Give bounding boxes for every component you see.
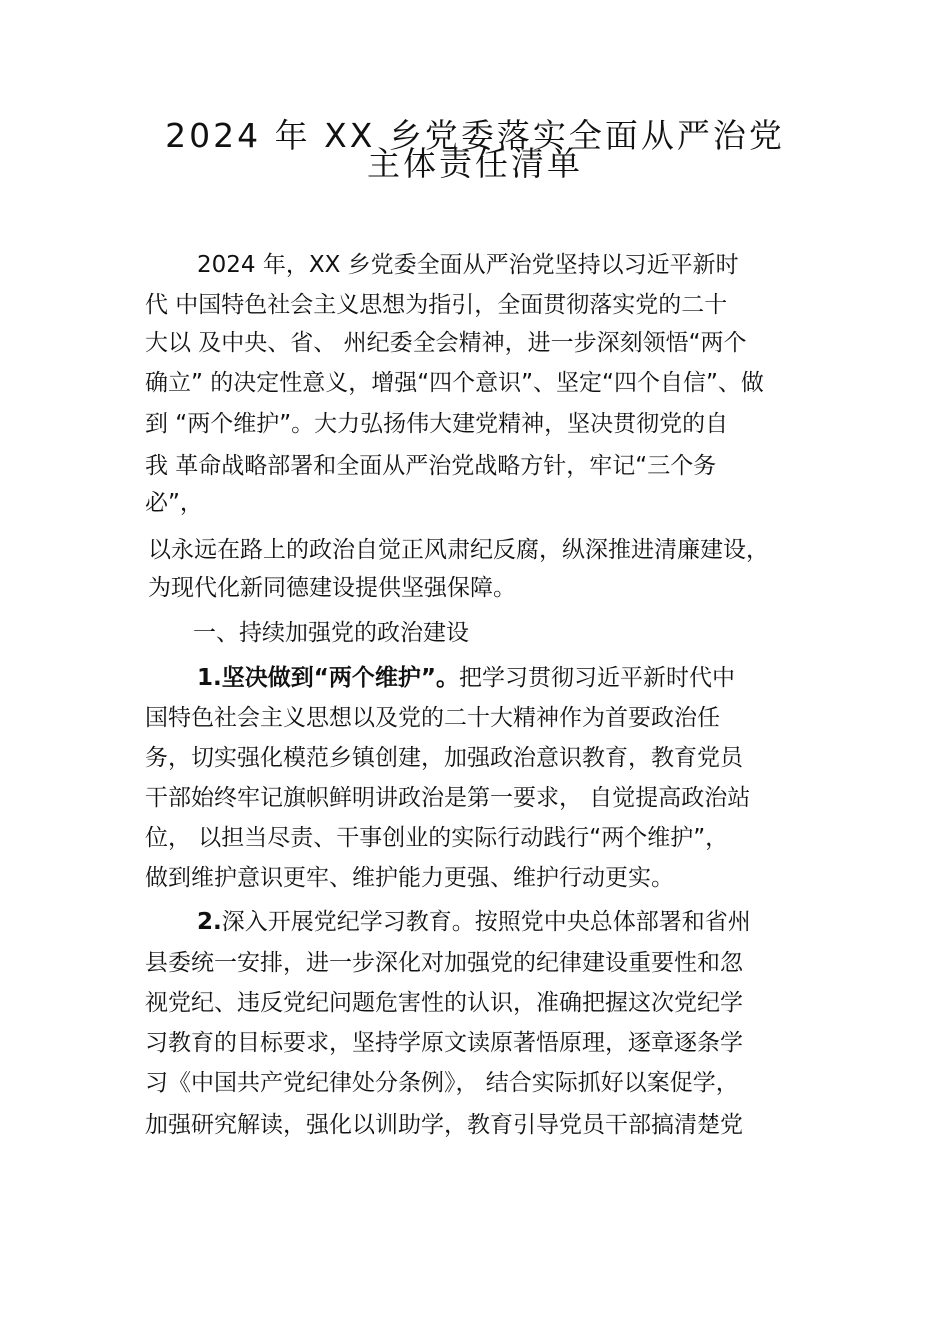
intro-line: 我 革命战略部署和全面从严治党战略方针，牢记“三个务 bbox=[145, 453, 717, 479]
item1-line: 干部始终牢记旗帜鲜明讲政治是第一要求， 自觉提高政治站 bbox=[145, 785, 751, 811]
item2-line: 习《中国共产党纪律处分条例》， 结合实际抓好以案促学， bbox=[145, 1070, 739, 1096]
item2-line: 视党纪、违反党纪问题危害性的认识，准确把握这次党纪学 bbox=[145, 990, 743, 1016]
intro-line: 大以 及中央、省、 州纪委全会精神，进一步深刻领悟“两个 bbox=[145, 330, 747, 356]
item1-lead: 坚决做到“两个维护”。 bbox=[221, 665, 459, 691]
item1-line: 做到维护意识更牢、维护能力更强、维护行动更实。 bbox=[145, 865, 674, 891]
item1-first-line-text: 把学习贯彻习近平新时代中 bbox=[458, 665, 735, 691]
item1-number: 1. bbox=[197, 665, 222, 691]
document-title-line-2: 主体责任清单 bbox=[367, 144, 583, 183]
intro-line: 代 中国特色社会主义思想为指引，全面贯彻落实党的二十 bbox=[145, 292, 728, 318]
intro-line: 以永远在路上的政治自觉正风肃纪反腐，纵深推进清廉建设， bbox=[148, 537, 769, 563]
intro-line: 到 “两个维护”。大力弘扬伟大建党精神，坚决贯彻党的自 bbox=[145, 411, 729, 437]
item1-line: 位， 以担当尽责、干事创业的实际行动践行“两个维护”， bbox=[145, 825, 729, 851]
intro-line: 2024 年，XX 乡党委全面从严治党坚持以习近平新时 bbox=[197, 252, 739, 278]
item2-number: 2. bbox=[197, 909, 222, 935]
item2-first-line bbox=[197, 907, 751, 937]
intro-line: 为现代化新同德建设提供坚强保障。 bbox=[148, 575, 516, 601]
item2-line: 加强研究解读，强化以训助学，教育引导党员干部搞清楚党 bbox=[145, 1112, 743, 1138]
intro-line: 确立” 的决定性意义，增强“四个意识”、坚定“四个自信”、做 bbox=[145, 370, 764, 396]
item1-first-line bbox=[197, 663, 735, 693]
item1-line: 国特色社会主义思想以及党的二十大精神作为首要政治任 bbox=[145, 705, 720, 731]
item2-first-line-text: 深入开展党纪学习教育。按照党中央总体部署和省州 bbox=[221, 909, 751, 935]
item2-line: 县委统一安排，进一步深化对加强党的纪律建设重要性和忽 bbox=[145, 950, 743, 976]
item2-line: 习教育的目标要求，坚持学原文读原著悟原理，逐章逐条学 bbox=[145, 1030, 743, 1056]
intro-line: 必”， bbox=[145, 490, 203, 516]
item1-line: 务，切实强化模范乡镇创建，加强政治意识教育，教育党员 bbox=[145, 745, 743, 771]
document-title-line-1: 2024 年 XX 乡党委落实全面从严治党 bbox=[165, 116, 785, 155]
section-heading: 一、持续加强党的政治建设 bbox=[193, 620, 469, 646]
